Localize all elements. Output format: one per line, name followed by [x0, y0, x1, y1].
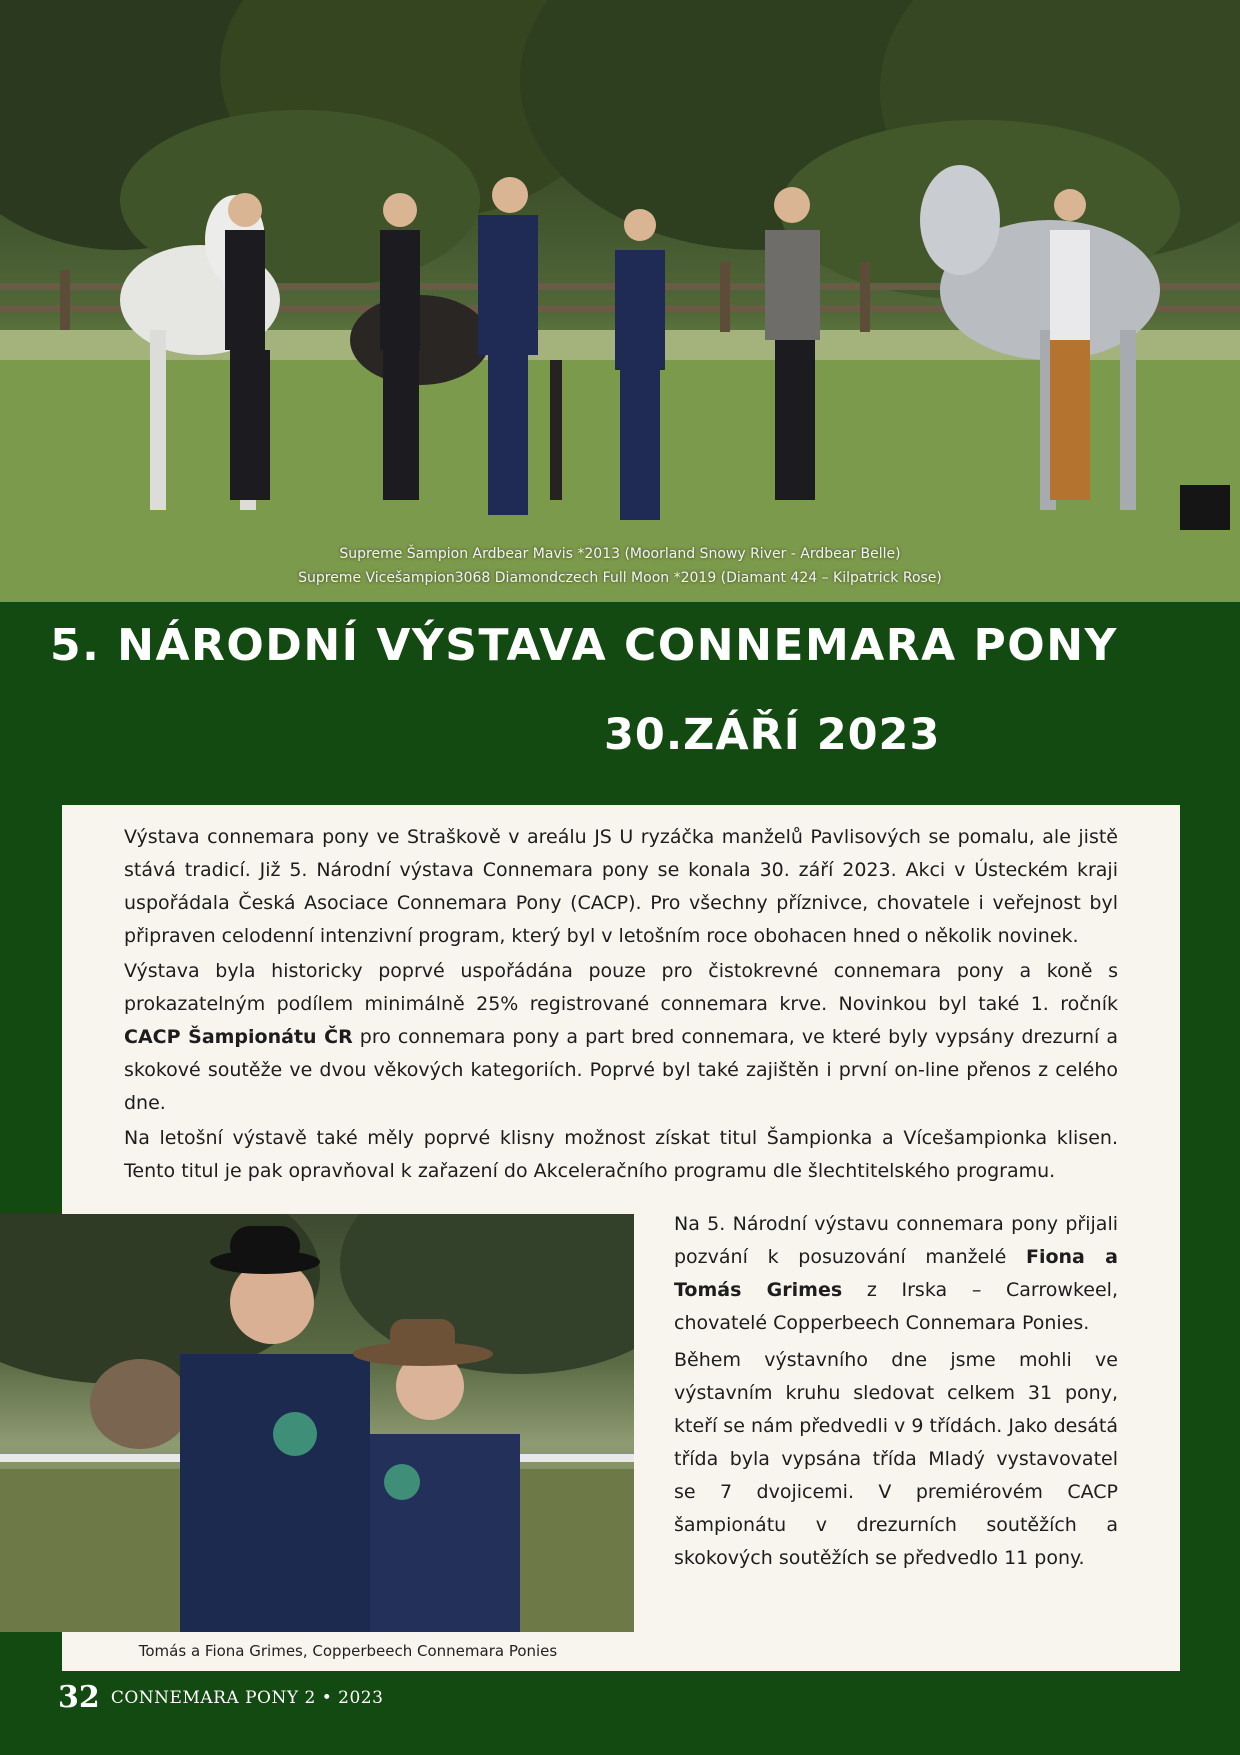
magazine-name: CONNEMARA PONY 2 • 2023	[110, 1687, 384, 1708]
hero-caption-line2: Supreme Vicešampion3068 Diamondczech Full Moon *2019 (Diamant 424 – Kilpatrick Rose)	[298, 570, 942, 586]
column-paragraph-2: Během výstavního dne jsme mohli ve výstavním kruhu sledovat celkem 31 pony, kteří se nám předvedli v 9 třídách. Jako desátá třída byla vypsána třída Mladý vystavovatel se 7 dvojicemi. V premiérovém CACP šampionátu v drezurních soutěžích a skokových soutěžích se předvedlo 11 pony.	[674, 1349, 1118, 1569]
paragraph-2-bold: CACP Šampionátu ČR	[124, 1026, 353, 1048]
paragraph-1: Výstava connemara pony ve Straškově v areálu JS U ryzáčka manželů Pavlisových se pomalu, ale jistě stává tradicí. Již 5. Národní výstava Connemara pony se konala 30. září 2023. Akci v Ústeckém kraji uspořádala Česká Asociace Connemara Pony (CACP). Pro všechny příznivce, chovatele i veřejnost byl připraven celodenní intenzivní program, který byl v letošním roce obohacen hned o několik novinek.	[124, 826, 1118, 947]
column-paragraph-1-bold: Fiona a Tomás Grimes	[674, 1246, 1118, 1301]
judges-photo	[0, 1214, 634, 1632]
judges-photo-caption: Tomás a Fiona Grimes, Copperbeech Connemara Ponies	[138, 1642, 558, 1660]
column-paragraph-1-part-a: Na 5. Národní výstavu connemara pony přijali pozvání k posuzování manželé	[674, 1213, 1118, 1268]
judges-photo-illustration	[0, 1214, 634, 1632]
page-number: 32	[58, 1680, 100, 1715]
column-paragraph-1-part-b: z Irska – Carrowkeel, chovatelé Copperbeech Connemara Ponies.	[674, 1279, 1118, 1334]
hero-photo	[0, 0, 1240, 602]
paragraph-2	[124, 955, 1118, 1120]
right-column	[674, 1208, 1118, 1579]
paragraph-3: Na letošní výstavě také měly poprvé klisny možnost získat titul Šampionka a Vícešampionka klisen. Tento titul je pak opravňoval k zařazení do Akceleračního programu dle šlechtitelského programu.	[124, 1127, 1118, 1182]
paragraph-2-part-a: Výstava byla historicky poprvé uspořádána pouze pro čistokrevné connemara pony a koně s prokazatelným podílem minimálně 25% registrované connemara krve. Novinkou byl také 1. ročník	[124, 960, 1118, 1015]
page-footer	[58, 1680, 383, 1720]
paragraph-2-part-b: pro connemara pony a part bred connemara, ve které byly vypsány drezurní a skokové soutěže ve dvou věkových kategoriích. Poprvé byl také zajištěn i první on-line přenos z celého dne.	[124, 1026, 1119, 1114]
page-title: 5. NÁRODNÍ VÝSTAVA CONNEMARA PONY	[50, 620, 1118, 671]
column-paragraph-1	[674, 1208, 1118, 1340]
hero-photo-illustration	[0, 0, 1240, 602]
article-body	[124, 821, 1118, 1190]
event-date: 30.ZÁŘÍ 2023	[604, 710, 941, 760]
hero-caption-line1: Supreme Šampion Ardbear Mavis *2013 (Moorland Snowy River - Ardbear Belle)	[339, 546, 901, 562]
